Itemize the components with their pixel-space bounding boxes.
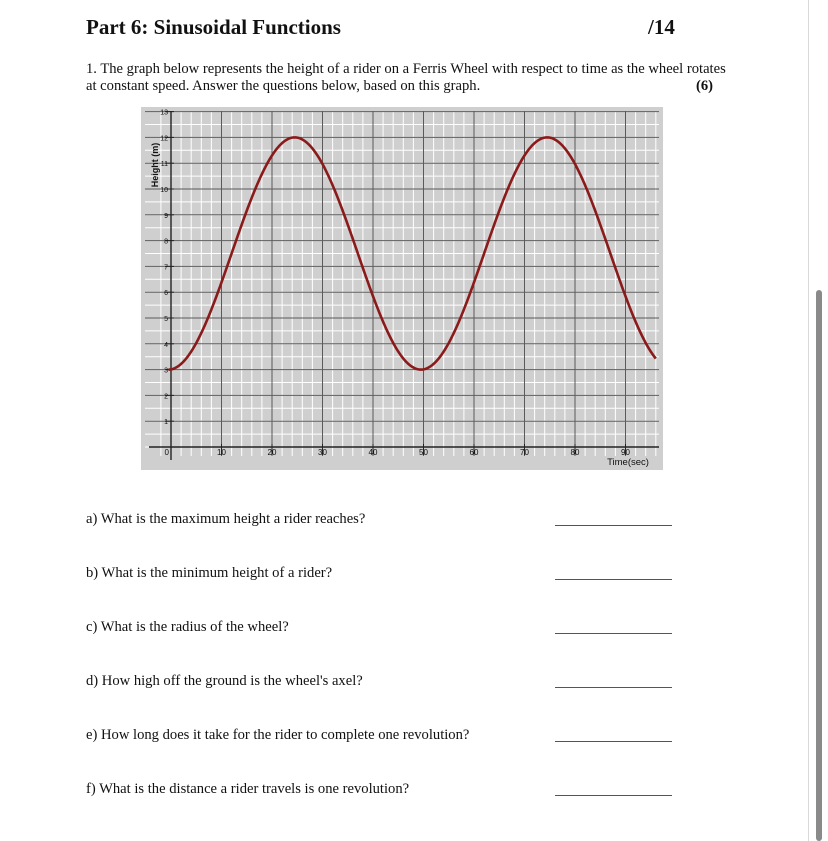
y-tick-label: 13 — [160, 109, 168, 117]
section-title: Part 6: Sinusoidal Functions — [86, 15, 341, 39]
x-axis-label: Time(sec) — [607, 457, 649, 468]
y-tick-label: 6 — [164, 290, 168, 298]
section-score: /14 — [648, 15, 675, 39]
question-max-height: a) What is the maximum height a rider reaches? — [86, 511, 366, 527]
y-tick-label: 2 — [164, 393, 168, 401]
question-radius: c) What is the radius of the wheel? — [86, 619, 289, 635]
page-edge — [808, 0, 809, 841]
y-tick-label: 4 — [164, 341, 168, 349]
x-tick-label: 50 — [419, 448, 428, 457]
answer-line-min-height[interactable] — [555, 579, 672, 580]
answer-line-revolution-distance[interactable] — [555, 795, 672, 796]
scrollbar-thumb[interactable] — [816, 290, 822, 841]
x-tick-label: 70 — [520, 448, 529, 457]
question-text: 1. The graph below represents the height of a rider on a Ferris Wheel with respect to time as the wheel rotates at constant speed. Answer the questions below, based on this graph. — [86, 61, 726, 94]
question-axel-height: d) How high off the ground is the wheel's axel? — [86, 673, 363, 689]
question-revolution-time: e) How long does it take for the rider to complete one revolution? — [86, 727, 470, 743]
x-tick-label: 30 — [318, 448, 327, 457]
question-min-height: b) What is the minimum height of a rider? — [86, 565, 333, 581]
y-tick-label: 7 — [164, 264, 168, 272]
y-tick-label: 11 — [160, 161, 168, 169]
question-revolution-distance: f) What is the distance a rider travels is one revolution? — [86, 781, 410, 797]
y-tick-label: 9 — [164, 212, 168, 220]
y-tick-label: 12 — [160, 135, 168, 143]
x-tick-label: 0 — [164, 448, 169, 457]
y-axis-label: Height (m) — [150, 142, 160, 188]
y-tick-label: 10 — [160, 187, 168, 194]
y-tick-label: 5 — [164, 316, 168, 323]
x-tick-label: 10 — [217, 448, 226, 457]
answer-line-max-height[interactable] — [555, 525, 672, 526]
x-tick-label: 20 — [267, 448, 277, 457]
y-tick-label: 3 — [164, 367, 168, 375]
sinusoidal-graph — [141, 107, 663, 470]
x-tick-label: 40 — [368, 448, 378, 457]
answer-line-radius[interactable] — [555, 633, 672, 634]
question-marks: (6) — [696, 78, 714, 94]
x-tick-label: 80 — [570, 448, 580, 457]
x-tick-label: 60 — [469, 448, 479, 457]
y-tick-label: 1 — [164, 419, 168, 427]
x-tick-label: 90 — [621, 448, 630, 457]
y-tick-label: 8 — [164, 238, 168, 246]
answer-line-revolution-time[interactable] — [555, 741, 672, 742]
answer-line-axel-height[interactable] — [555, 687, 672, 688]
